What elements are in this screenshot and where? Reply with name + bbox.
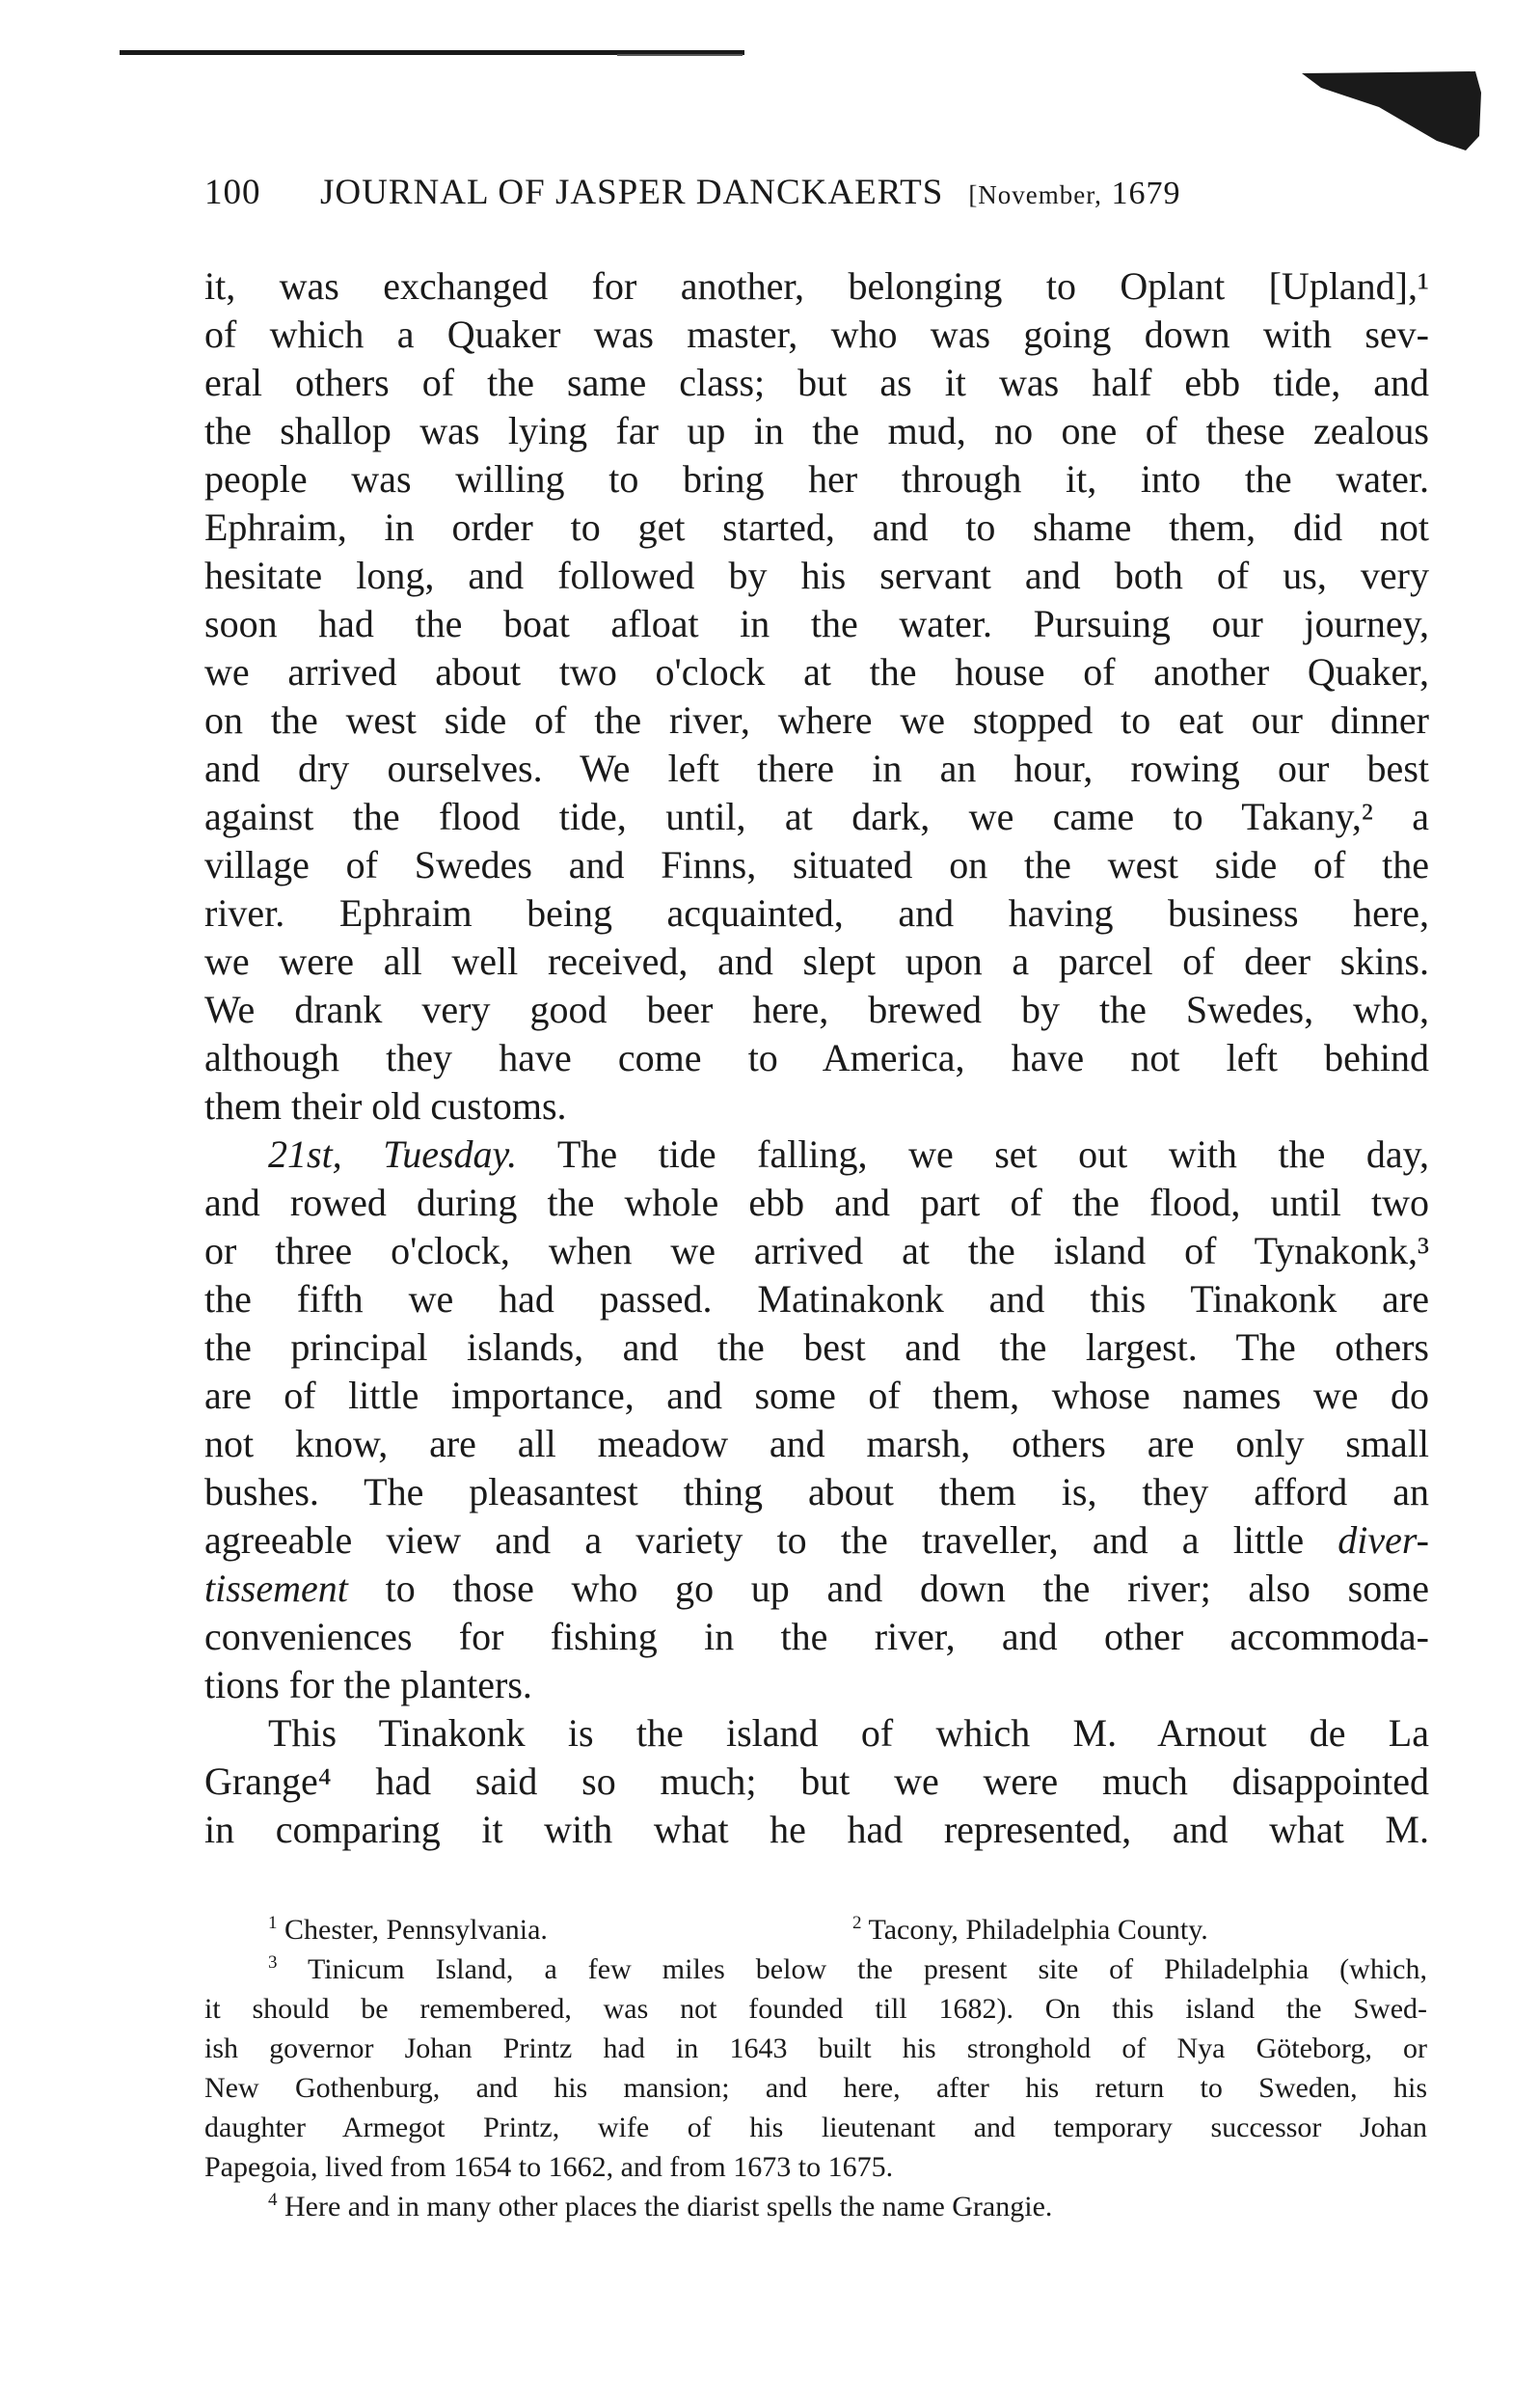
top-rule-tail [617,54,743,56]
text-line: not know, are all meadow and marsh, others are only small [204,1422,1429,1465]
running-date [968,176,1180,212]
footnote-2: Tacony, Philadelphia County. [868,1914,1208,1946]
footnote-1: Chester, Pennsylvania. [284,1914,548,1946]
footnote-2-wrap [852,1910,1208,1949]
text-line: the principal islands, and the best and the largest. The others [204,1325,1429,1369]
footnote-line: Papegoia, lived from 1654 to 1662, and from 1673 to 1675. [204,2151,894,2183]
footnote-line: New Gothenburg, and his mansion; and here, after his return to Sweden, his [204,2072,1427,2104]
text-line: or three o'clock, when we arrived at the island of Tynakonk,³ [204,1229,1429,1272]
running-title: JOURNAL OF JASPER DANCKAERTS [320,173,944,212]
running-year: 1679 [1111,176,1181,211]
footnotes [204,1910,1427,2226]
footnote-mark: 2 [852,1913,862,1933]
text-line: We drank very good beer here, brewed by the Swedes, who, [204,988,1429,1031]
page-number: 100 [204,173,261,212]
text-line: the shallop was lying far up in the mud, no one of these zealous [204,409,1429,452]
footnote-line: daughter Armegot Printz, wife of his lieutenant and temporary successor Johan [204,2112,1427,2143]
footnote-mark: 1 [268,1913,278,1933]
text-line: hesitate long, and followed by his servant and both of us, very [204,554,1429,597]
text-line: This Tinakonk is the island of which M. Arnout de La [268,1711,1429,1755]
body-text [204,262,1429,1854]
running-month: [November, [968,180,1102,209]
text-line [204,1131,1429,1179]
running-header [204,172,1458,213]
text-line: the fifth we had passed. Matinakonk and this Tinakonk are [204,1277,1429,1321]
text-line: it, was exchanged for another, belonging to Oplant [Upland],¹ [204,264,1429,308]
footnote-line: it should be remembered, was not founded till 1682). On this island the Swed- [204,1993,1427,2025]
text-line: bushes. The pleasantest thing about them is, they afford an [204,1470,1429,1513]
footnote-line [204,1949,1427,1989]
text-span: to those who go up and down the river; also some [385,1567,1429,1610]
text-line: eral others of the same class; but as it was half ebb tide, and [204,361,1429,404]
text-span: agreeable view and a variety to the traveller, and a little [204,1518,1305,1562]
text-line: them their old customs. [204,1084,567,1128]
text-line: tions for the planters. [204,1663,532,1706]
footnote-line [204,1910,1427,1949]
text-line: soon had the boat afloat in the water. Pursuing our journey, [204,602,1429,645]
footnote-line [204,2187,1427,2226]
text-line: village of Swedes and Finns, situated on the west side of the [204,843,1429,886]
footnote-4: Here and in many other places the diarist spells the name Grangie. [284,2191,1053,2222]
text-line: and dry ourselves. We left there in an hour, rowing our best [204,747,1429,790]
text-line: we arrived about two o'clock at the house of another Quaker, [204,650,1429,694]
text-line: Ephraim, in order to get started, and to shame them, did not [204,505,1429,549]
text-line [204,1516,1429,1565]
text-line [204,1565,1429,1613]
text-line: Grange⁴ had said so much; but we were much disappointed [204,1759,1429,1803]
text-line: on the west side of the river, where we stopped to eat our dinner [204,698,1429,742]
text-line: people was willing to bring her through it, into the water. [204,457,1429,501]
text-line: although they have come to America, have not left behind [204,1036,1429,1079]
text-line: and rowed during the whole ebb and part of the flood, until two [204,1181,1429,1224]
text-line: against the flood tide, until, at dark, we came to Takany,² a [204,795,1429,838]
text-line: river. Ephraim being acquainted, and having business here, [204,891,1429,935]
text-line: of which a Quaker was master, who was going down with sev- [204,313,1429,356]
text-line: conveniences for fishing in the river, and other accommoda- [204,1615,1429,1658]
text-span: The tide falling, we set out with the day, [556,1132,1430,1176]
page-corner-mark [1292,54,1485,165]
footnote-mark: 3 [268,1952,278,1973]
footnote-mark: 4 [268,2190,278,2210]
text-line: are of little importance, and some of them, whose names we do [204,1374,1429,1417]
text-line: we were all well received, and slept upon a parcel of deer skins. [204,940,1429,983]
footnote-3: Tinicum Island, a few miles below the present site of Philadelphia (which, [307,1953,1427,1985]
text-line: in comparing it with what he had represented, and what M. [204,1808,1429,1851]
italic-word: diver- [1337,1518,1430,1562]
footnote-line: ish governor Johan Printz had in 1643 built his stronghold of Nya Göteborg, or [204,2032,1427,2064]
italic-word: tissement [204,1567,348,1610]
date-label: 21st, Tuesday. [268,1132,518,1176]
